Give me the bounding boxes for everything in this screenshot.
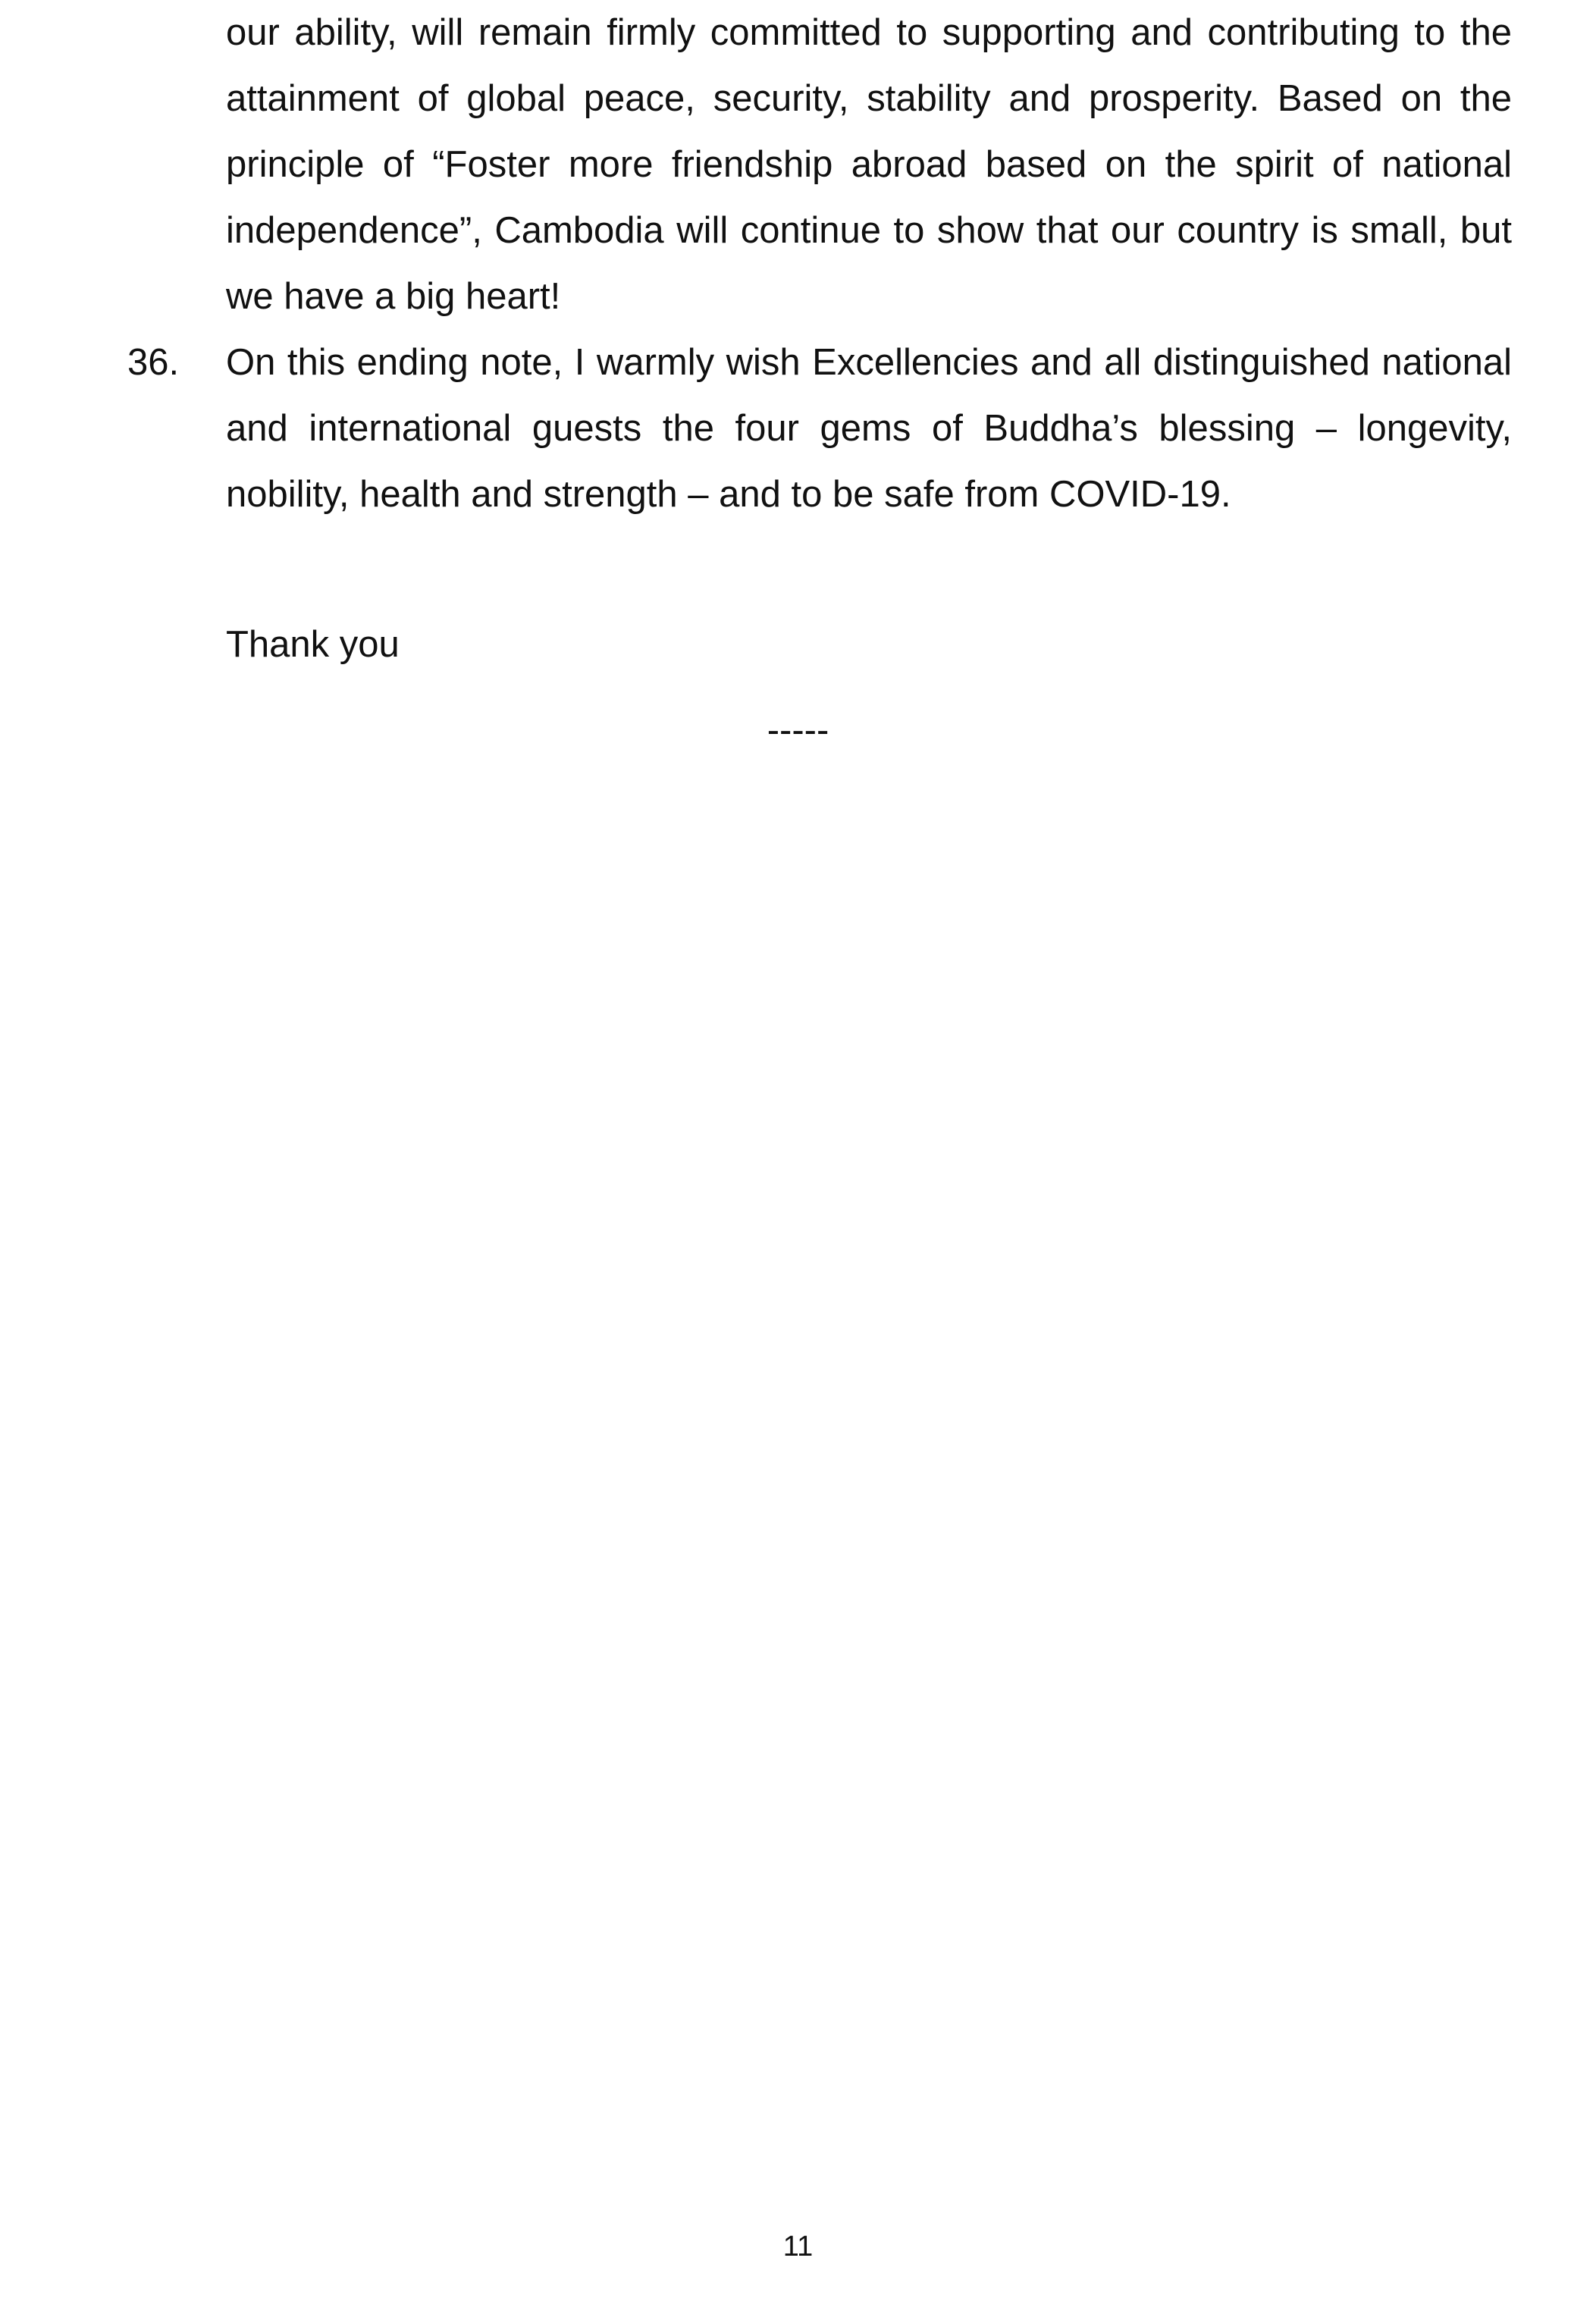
- continued-paragraph: our ability, will remain firmly committed to supporting and contributing to the attainment of global peace, security, stability and prosperity. Based on the principle of “Foster more friendship abroad based on the spirit of national independence”, Cambodia will continue to show that our country is small, but we have a big heart!: [226, 12, 1512, 317]
- page-number: 11: [782, 2231, 814, 2263]
- paragraph-36: On this ending note, I warmly wish Excellencies and all distinguished national and international guests the four gems of Buddha’s blessing – longevity, nobility, health and strength – and to be safe from COVID-19.: [226, 342, 1512, 515]
- paragraph-number: 36.: [127, 342, 180, 383]
- separator: -----: [767, 710, 829, 751]
- closing-text: Thank you: [226, 624, 400, 665]
